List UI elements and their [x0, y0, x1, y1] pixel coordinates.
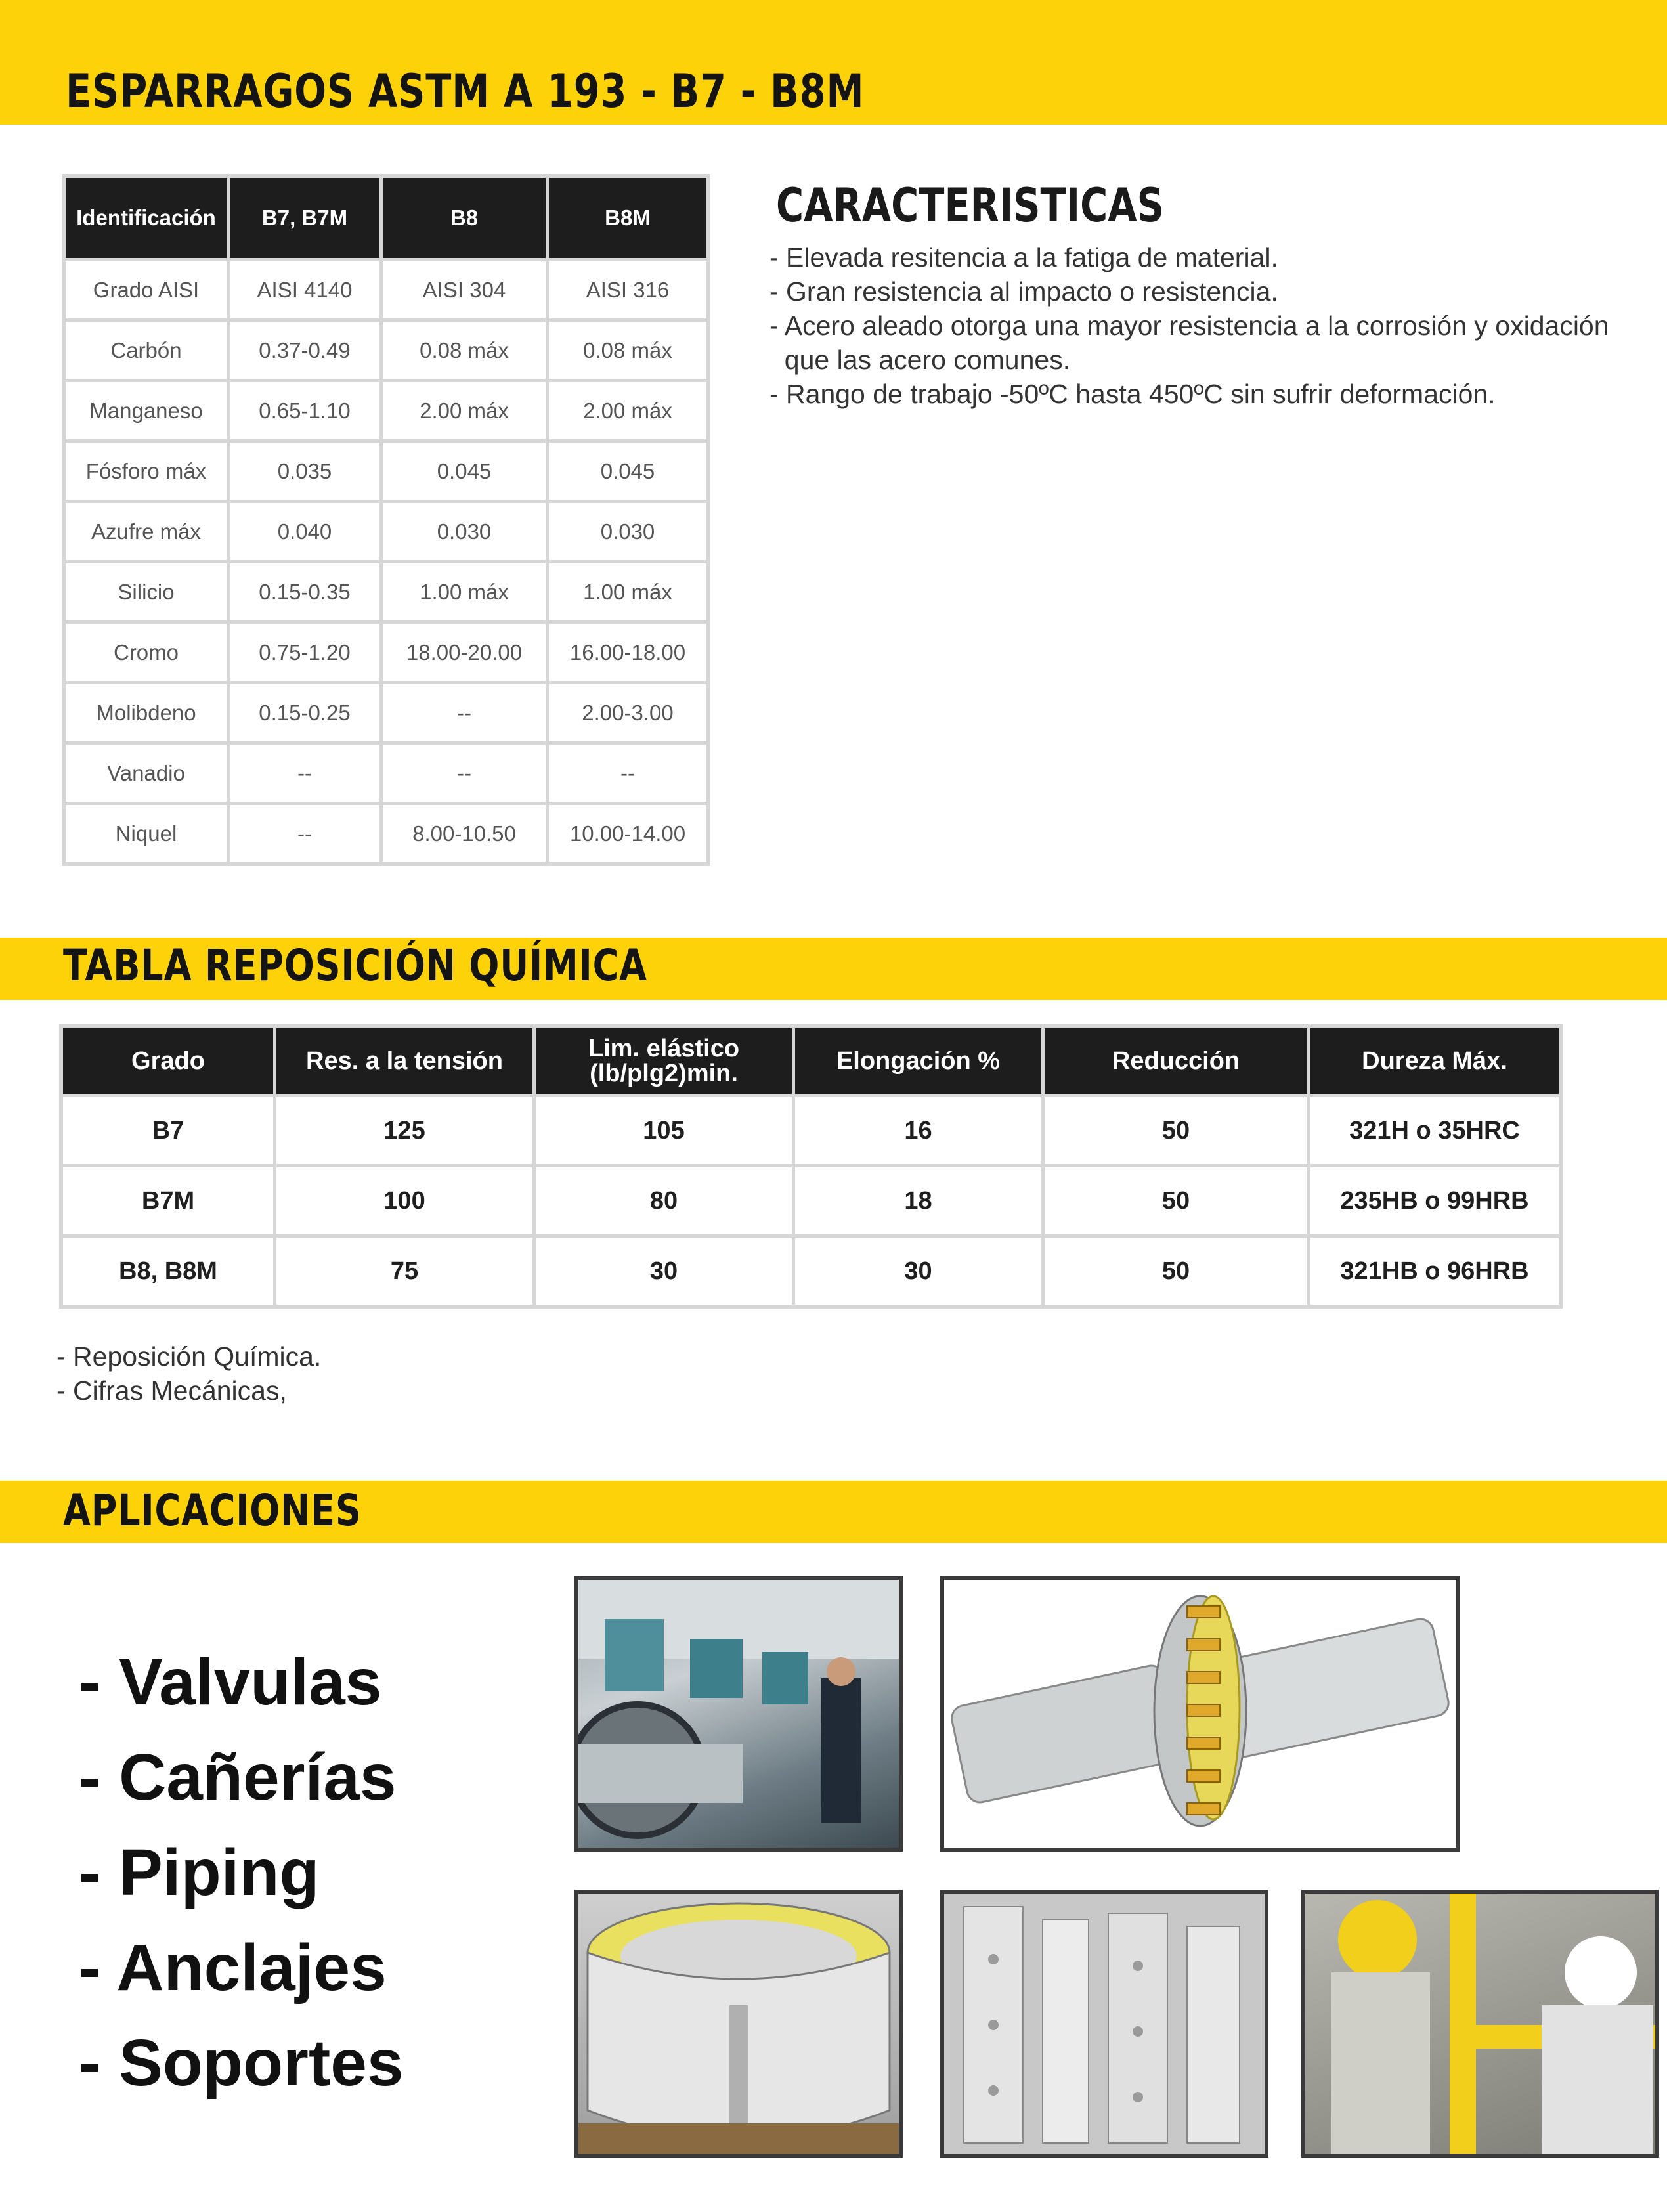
table-cell: B7 — [61, 1096, 275, 1166]
table-row — [64, 502, 708, 562]
mechanical-table — [59, 1024, 1563, 1309]
table-cell: 0.65-1.10 — [228, 381, 381, 441]
feature-item: - Rango de trabajo -50ºC hasta 450ºC sin sufrir deformación. — [769, 379, 1496, 409]
table-row — [64, 320, 708, 381]
table-cell: -- — [548, 743, 709, 804]
features-title: CARACTERISTICAS — [776, 179, 1164, 232]
note-item: - Reposición Química. — [56, 1341, 322, 1372]
table-header-cell: B8 — [381, 176, 548, 260]
list-item: - Anclajes — [79, 1931, 387, 2005]
table-cell: 1.00 máx — [548, 562, 709, 622]
table-header-row — [64, 176, 708, 260]
table-cell: 0.045 — [548, 441, 709, 502]
table-row — [61, 1096, 1561, 1166]
page-title: ESPARRAGOS ASTM A 193 - B7 - B8M — [66, 64, 865, 118]
table-cell: 0.035 — [228, 441, 381, 502]
feature-item: - Elevada resitencia a la fatiga de material. — [769, 242, 1278, 272]
table-cell: 8.00-10.50 — [381, 804, 548, 865]
table-header-cell: B7, B7M — [228, 176, 381, 260]
table-cell: 2.00 máx — [381, 381, 548, 441]
table-cell: 16 — [794, 1096, 1043, 1166]
table-row — [64, 804, 708, 865]
list-item: - Valvulas — [79, 1645, 382, 1719]
list-item: - Piping — [79, 1836, 320, 1909]
table-header-cell: B8M — [548, 176, 709, 260]
table-cell: 0.15-0.25 — [228, 683, 381, 743]
table-cell: 0.75-1.20 — [228, 622, 381, 683]
table-cell: 0.15-0.35 — [228, 562, 381, 622]
feature-item: - Acero aleado otorga una mayor resistencia a la corrosión y oxidación — [769, 311, 1609, 341]
table-cell: 30 — [534, 1236, 794, 1307]
table-cell: Fósforo máx — [64, 441, 228, 502]
table-cell: 105 — [534, 1096, 794, 1166]
table-header-cell: Res. a la tensión — [275, 1026, 534, 1096]
table-cell: 80 — [534, 1166, 794, 1236]
table-header-row — [61, 1026, 1561, 1096]
table-row — [61, 1166, 1561, 1236]
list-item: - Soportes — [79, 2026, 404, 2100]
table-cell: B8, B8M — [61, 1236, 275, 1307]
table-row — [64, 381, 708, 441]
notes — [56, 1339, 321, 1408]
table-cell: 0.030 — [548, 502, 709, 562]
table-cell: Manganeso — [64, 381, 228, 441]
list-item: - Cañerías — [79, 1741, 397, 1814]
table-header-cell: Identificación — [64, 176, 228, 260]
table-cell: -- — [228, 804, 381, 865]
table-cell: 0.040 — [228, 502, 381, 562]
table-cell: Grado AISI — [64, 260, 228, 320]
flange-pipe-photo — [940, 1576, 1460, 1852]
table-cell: -- — [381, 743, 548, 804]
table-cell: Cromo — [64, 622, 228, 683]
table-cell: 100 — [275, 1166, 534, 1236]
valves-plant-photo — [574, 1576, 903, 1852]
table-cell: B7M — [61, 1166, 275, 1236]
table-cell: Niquel — [64, 804, 228, 865]
features-section — [769, 179, 1662, 411]
table-cell: 18.00-20.00 — [381, 622, 548, 683]
table-header-cell: Grado — [61, 1026, 275, 1096]
table-row — [64, 441, 708, 502]
table-cell: 321H o 35HRC — [1309, 1096, 1561, 1166]
table-row — [61, 1236, 1561, 1307]
table-row — [64, 260, 708, 320]
table-cell: Vanadio — [64, 743, 228, 804]
table-cell: 0.37-0.49 — [228, 320, 381, 381]
table-row — [64, 683, 708, 743]
anchor-bars-photo — [940, 1890, 1268, 2158]
table-cell: Molibdeno — [64, 683, 228, 743]
applications-list — [79, 1635, 403, 2111]
table-cell: 50 — [1043, 1096, 1309, 1166]
table-cell: -- — [381, 683, 548, 743]
table-header-cell: Lim. elástico (lb/plg2)min. — [534, 1026, 794, 1096]
table-cell: 0.08 máx — [381, 320, 548, 381]
table-cell: 2.00 máx — [548, 381, 709, 441]
table-cell: 0.08 máx — [548, 320, 709, 381]
feature-item: - Gran resistencia al impacto o resistencia. — [769, 276, 1278, 307]
table-cell: Azufre máx — [64, 502, 228, 562]
table-cell: AISI 316 — [548, 260, 709, 320]
applications-title: APLICACIONES — [63, 1485, 362, 1536]
table-cell: 125 — [275, 1096, 534, 1166]
table-row — [64, 622, 708, 683]
table-cell: 1.00 máx — [381, 562, 548, 622]
table-cell: Silicio — [64, 562, 228, 622]
composition-table — [62, 174, 710, 866]
table-cell: 235HB o 99HRB — [1309, 1166, 1561, 1236]
table-row — [64, 562, 708, 622]
table-cell: AISI 4140 — [228, 260, 381, 320]
table-header-cell: Dureza Máx. — [1309, 1026, 1561, 1096]
table-cell: 30 — [794, 1236, 1043, 1307]
table-cell: AISI 304 — [381, 260, 548, 320]
table-cell: 0.045 — [381, 441, 548, 502]
table-header-cell: Elongación % — [794, 1026, 1043, 1096]
table-cell: 75 — [275, 1236, 534, 1307]
note-item: - Cifras Mecánicas, — [56, 1376, 287, 1406]
pipe-support-photo — [574, 1890, 903, 2158]
table-cell: 50 — [1043, 1236, 1309, 1307]
table-cell: 10.00-14.00 — [548, 804, 709, 865]
table-cell: 18 — [794, 1166, 1043, 1236]
table-cell: 50 — [1043, 1166, 1309, 1236]
table-cell: 321HB o 96HRB — [1309, 1236, 1561, 1307]
table-cell: 16.00-18.00 — [548, 622, 709, 683]
feature-item: que las acero comunes. — [769, 345, 1071, 375]
table-row — [64, 743, 708, 804]
table-cell: Carbón — [64, 320, 228, 381]
workers-piping-photo — [1301, 1890, 1659, 2158]
table-cell: 2.00-3.00 — [548, 683, 709, 743]
table-cell: -- — [228, 743, 381, 804]
table-header-cell: Reducción — [1043, 1026, 1309, 1096]
mechanical-title: TABLA REPOSICIÓN QUÍMICA — [63, 940, 647, 991]
table-cell: 0.030 — [381, 502, 548, 562]
